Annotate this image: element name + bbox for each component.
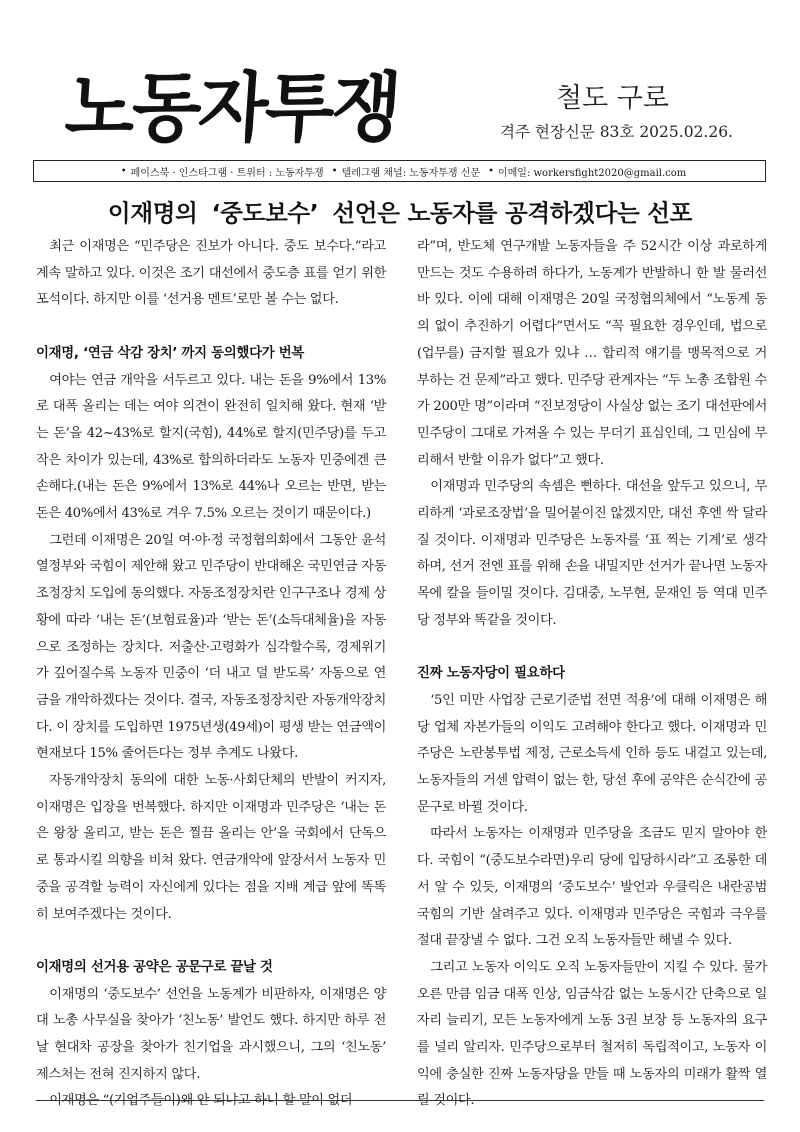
intro-paragraph: 최근 이재명은 “민주당은 진보가 아니다. 중도 보수다.”라고 계속 말하고 있다. 이것은 조기 대선에서 중도층 표를 얻기 위한 포석이다. 하지만 이를 ‘선거용 멘트’로만 볼 수는 없다. <box>36 239 386 308</box>
body-paragraph: 여야는 연금 개악을 서두르고 있다. 내는 돈을 9%에서 13%로 대폭 올리는 데는 여야 의견이 완전히 일치해 왔다. 현재 ‘받는 돈’을 42~43%로 할지(국힘), 44%로 할지(민주당)를 두고 작은 차이가 있는데, 43%로 합의하더라도 노동자 민중에겐 큰 손해다.(내는 돈은 9%에서 13%로 44%나 오르는 반면, 받는 돈은 40%에서 43%로 겨우 7.5% 오르는 것이기 때문이다.) <box>36 372 386 522</box>
email-address: 이메일: workersfight2020@gmail.com <box>497 167 687 179</box>
headline-part-3: 선언은 노동자를 공격하겠다는 선포 <box>332 199 693 227</box>
issue-info: 격주 현장신문 83호 2025.02.26. <box>500 123 733 141</box>
masthead-logo: 노동자투쟁 <box>62 63 402 152</box>
body-paragraph: 그리고 노동자 이익도 오직 노동자들만이 지킬 수 있다. 물가 오른 만큼 임금 대폭 인상, 임금삭감 없는 노동시간 단축으로 일자리 늘리기, 모든 노동자에게 노동 3권 보장 등 노동자의 요구를 널리 알리자. 민주당으로부터 철저히 독립적이고, 노동자 이익에 충실한 진짜 노동자당을 만들 때 노동자의 미래가 활짝 열릴 것이다. <box>417 959 767 1109</box>
headline-part-1: 이재명의 <box>107 199 198 227</box>
bullet-icon: • <box>331 165 338 177</box>
body-paragraph: 그런데 이재명은 20일 여·야·정 국정협의회에서 그동안 윤석열정부와 국힘이 제안해 왔고 민주당이 반대해온 국민연금 자동조정장치 도입에 동의했다. 자동조정장치란 인구구조나 경제 상황에 따라 ‘내는 돈’(보험료율)과 ‘받는 돈’(소득대체율)을 자동으로 조정하는 장치다. 저출산·고령화가 심각할수록, 경제위기가 깊어질수록 노동자 민중이 ‘더 내고 덜 받도록’ 자동으로 연금을 개악하겠다는 것이다. 결국, 자동조정장치란 자동개악장치다. 이 장치를 도입하면 1975년생(49세)이 평생 받는 연금액이 현재보다 15% 줄어든다는 정부 추계도 나왔다. <box>36 532 386 762</box>
body-paragraph: 따라서 노동자는 이재명과 민주당을 조금도 믿지 말아야 한다. 국힘이 “(중도보수라면)우리 당에 입당하시라”고 조롱한 데서 알 수 있듯, 이재명의 ‘중도보수’ 발언과 우클릭은 내란공범 국힘의 기반 살려주고 있다. 이재명과 민주당은 국힘과 극우를 절대 끝장낼 수 없다. 그건 오직 노동자들만 해낼 수 있다. <box>417 826 767 949</box>
body-paragraph: 자동개악장치 동의에 대한 노동·사회단체의 반발이 커지자, 이재명은 입장을 번복했다. 하지만 이재명과 민주당은 ‘내는 돈은 왕창 올리고, 받는 돈은 찔끔 올리는 안’을 국회에서 단독으로 통과시킬 의향을 비쳐 왔다. 연금개악에 앞장서서 노동자 민중을 공격할 능력이 자신에게 있다는 점을 지배 계급 앞에 똑똑히 보여주겠다는 것이다. <box>36 773 386 922</box>
contact-bar <box>33 160 766 182</box>
section-heading: 이재명의 선거용 공약은 공문구로 끝날 것 <box>36 959 273 975</box>
body-paragraph: 이재명과 민주당의 속셈은 뻔하다. 대선을 앞두고 있으니, 무리하게 ‘과로조장법’을 밀어붙이진 않겠지만, 대선 후엔 싹 달라질 것이다. 이재명과 민주당은 노동자를 ‘표 찍는 기계’로 생각하며, 선거 전엔 표를 위해 손을 내밀지만 선거가 끝나면 노동자 목에 칼을 들이밀 것이다. 김대중, 노무현, 문재인 등 역대 민주당 정부와 똑같을 것이다. <box>417 479 767 628</box>
bullet-icon: • <box>488 165 494 177</box>
section-heading: 진짜 노동자당이 필요하다 <box>417 666 565 682</box>
section-heading: 이재명, ‘연금 삭감 장치’ 까지 동의했다가 번복 <box>36 345 304 361</box>
headline-part-2: ‘중도보수’ <box>211 199 319 227</box>
body-paragraph: 이재명은 “(기업주들이)왜 안 되냐고 하니 할 말이 없더 <box>49 1093 353 1109</box>
bullet-icon: • <box>120 165 127 177</box>
footer-rule <box>36 1100 764 1101</box>
article-column-left <box>36 234 386 1115</box>
region-label: 철도 구로 <box>556 83 669 114</box>
body-paragraph: 이재명의 ‘중도보수’ 선언을 노동계가 비판하자, 이재명은 양대 노총 사무실을 찾아가 ‘친노동’ 발언도 했다. 하지만 하루 전날 현대차 공장을 찾아가 친기업을 과시했으니, 그의 ‘친노동’ 제스처는 전혀 진지하지 않다. <box>36 986 386 1082</box>
article-column-right <box>417 234 767 1115</box>
body-paragraph: 라”며, 반도체 연구개발 노동자들을 주 52시간 이상 과로하게 만드는 것도 수용하려 하다가, 노동계가 반발하니 한 발 물러선 바 있다. 이에 대해 이재명은 20일 국정협의체에서 “노동계 동의 없이 추진하기 어렵다”면서도 “꼭 필요한 경우인데, 법으로 (업무를) 금지할 필요가 있냐 … 합리적 얘기를 맹목적으로 거부하는 건 문제”라고 했다. 민주당 관계자는 “두 노총 조합원 수가 200만 명”이라며 “진보정당이 사실상 없는 조기 대선판에서 민주당이 그대로 가져올 수 있는 무더기 표심인데, 그 민심에 무리해서 반할 이유가 없다”고 했다. <box>417 239 767 468</box>
telegram-channel: 텔레그램 채널: 노동자투쟁 신문 <box>341 167 481 179</box>
headline <box>0 194 800 228</box>
social-handles: 페이스북 · 인스타그램 · 트위터 : 노동자투쟁 <box>130 167 324 179</box>
body-paragraph: ‘5인 미만 사업장 근로기준법 전면 적용’에 대해 이재명은 해당 업체 자본가들의 이익도 고려해야 한다고 했다. 이재명과 민주당은 노란봉투법 제정, 근로소득세 인하 등도 내걸고 있는데, 노동자들의 거센 압력이 없는 한, 당선 후에 공약은 순식간에 공문구로 바뀔 것이다. <box>417 692 767 815</box>
